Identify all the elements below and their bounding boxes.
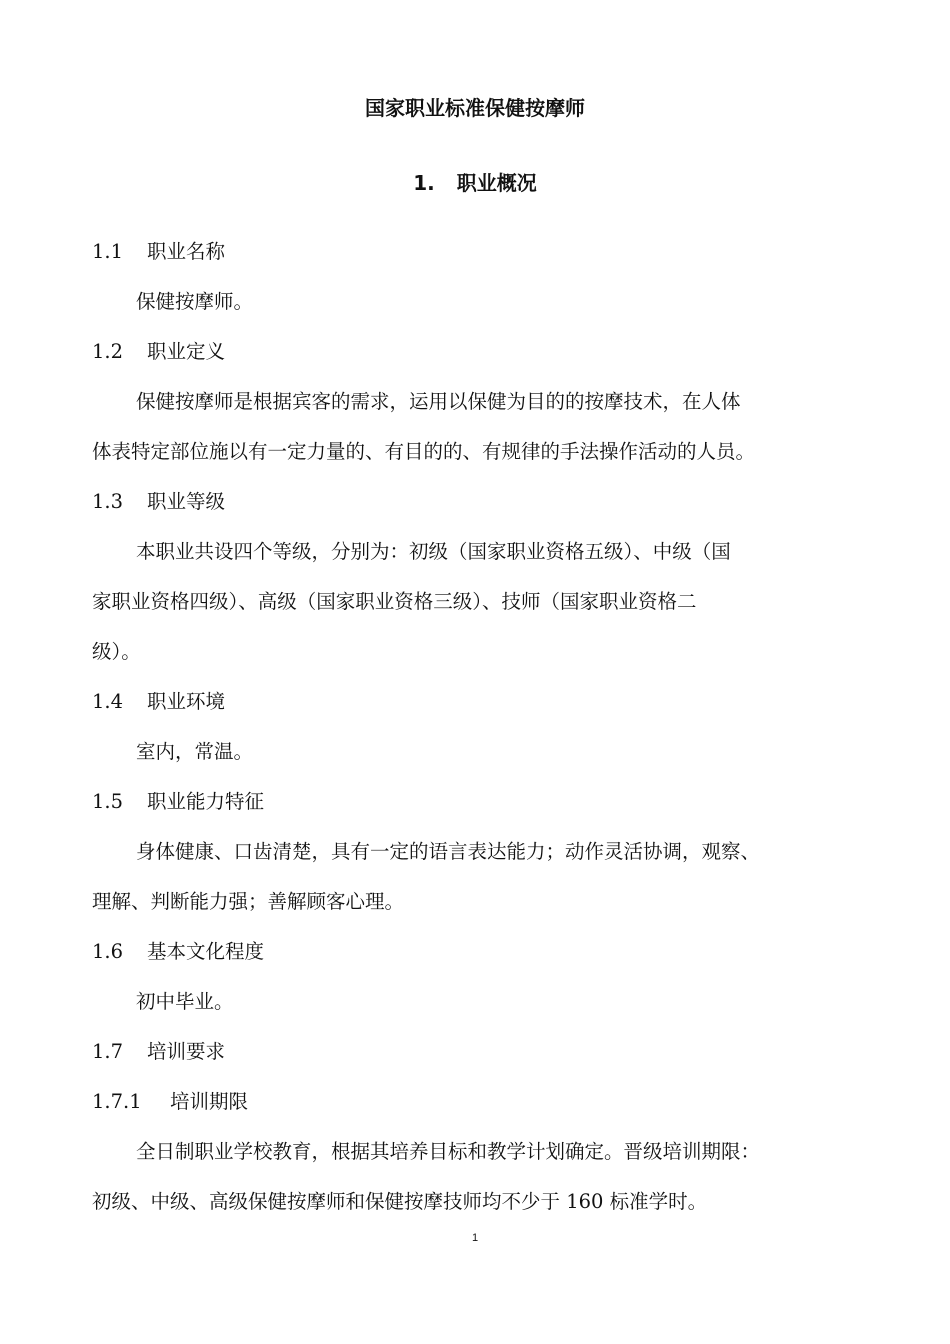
paragraph-line: 保健按摩师。 [136, 290, 254, 313]
paragraph-continuation-line: 理解、判断能力强；善解顾客心理。 [92, 890, 405, 913]
subsection-title: 培训期限 [170, 1090, 249, 1113]
subsection-heading [92, 927, 862, 977]
page-number: 1 [471, 1232, 479, 1244]
subsection-title: 职业环境 [147, 690, 226, 713]
section-number: 1. [413, 171, 435, 195]
paragraph-continuation-line: 初级、中级、高级保健按摩师和保健按摩技师均不少于 160 标准学时。 [92, 1190, 708, 1213]
subsection-title: 职业能力特征 [147, 790, 265, 813]
paragraph-line: 全日制职业学校教育，根据其培养目标和教学计划确定。晋级培训期限： [136, 1140, 761, 1163]
subsection-title: 职业名称 [147, 240, 226, 263]
paragraph-continuation-line: 体表特定部位施以有一定力量的、有目的的、有规律的手法操作活动的人员。 [92, 440, 756, 463]
subsection-number: 1.2 [92, 340, 124, 363]
subsection-heading [92, 327, 862, 377]
subsection-heading [92, 1027, 862, 1077]
subsection-number: 1.4 [92, 690, 124, 713]
subsection-title: 职业等级 [147, 490, 226, 513]
paragraph-continuation-line: 家职业资格四级）、高级（国家职业资格三级）、技师（国家职业资格二 [92, 590, 697, 613]
subsection-number: 1.5 [92, 790, 124, 813]
document-body [92, 227, 862, 1227]
document-title: 国家职业标准保健按摩师 [365, 96, 585, 120]
paragraph-line: 室内，常温。 [136, 740, 254, 763]
paragraph-continuation-line: 级）。 [92, 640, 141, 663]
subsection-title: 职业定义 [147, 340, 226, 363]
subsection-heading [92, 477, 862, 527]
paragraph-line: 保健按摩师是根据宾客的需求，运用以保健为目的的按摩技术，在人体 [136, 390, 741, 413]
section-title: 职业概况 [456, 171, 537, 195]
subsection-number: 1.7 [92, 1040, 124, 1063]
paragraph-line: 本职业共设四个等级，分别为：初级（国家职业资格五级）、中级（国 [136, 540, 731, 563]
subsection-number: 1.3 [92, 490, 124, 513]
paragraph-line: 身体健康、口齿清楚，具有一定的语言表达能力；动作灵活协调，观察、 [136, 840, 761, 863]
subsection-title: 基本文化程度 [147, 940, 265, 963]
subsection-heading [92, 227, 862, 277]
subsection-title: 培训要求 [147, 1040, 226, 1063]
subsection-heading [92, 1077, 862, 1127]
subsection-number: 1.1 [92, 240, 124, 263]
subsection-heading [92, 677, 862, 727]
subsection-heading [92, 777, 862, 827]
section-heading [0, 169, 950, 197]
subsection-number: 1.7.1 [92, 1090, 142, 1113]
paragraph-line: 初中毕业。 [136, 990, 234, 1013]
subsection-number: 1.6 [92, 940, 124, 963]
